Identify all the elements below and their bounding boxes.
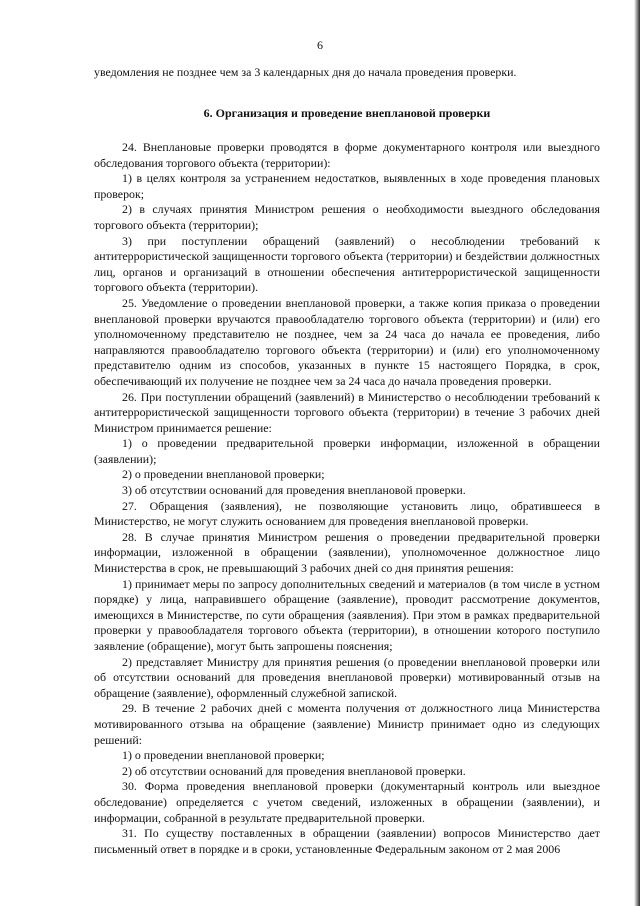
paragraph-24: 24. Внеплановые проверки проводятся в форме документарного контроля или выездного обследования торгового объекта (территории): xyxy=(94,140,600,170)
paragraph-24-item-2: 2) в случаях принятия Министром решения о необходимости выездного обследования торгового объекта (территории); xyxy=(94,202,600,232)
section-body xyxy=(94,140,600,857)
page-edge-shadow xyxy=(634,0,640,906)
paragraph-31: 31. По существу поставленных в обращении (заявлении) вопросов Министерство дает письменный ответ в порядке и в сроки, установленные Федеральным законом от 2 мая 2006 xyxy=(94,826,600,856)
paragraph-29-item-2: 2) об отсутствии оснований для проведения внеплановой проверки. xyxy=(122,763,466,778)
lead-text: уведомления не позднее чем за 3 календарных дня до начала проведения проверки. xyxy=(94,65,517,79)
page-number: 6 xyxy=(317,38,323,52)
paragraph-29-item-1: 1) о проведении внеплановой проверки; xyxy=(122,748,325,763)
paragraph-24-item-3: 3) при поступлении обращений (заявлений) о несоблюдении требований к антитеррористической защищенности торгового объекта (территории) и бездействии должностных лиц, органов и организаций в отношении обеспечения антитеррористической защищенности торгового объекта (территории). xyxy=(94,233,600,295)
paragraph-25: 25. Уведомление о проведении внеплановой проверки, а также копия приказа о проведении внеплановой проверки вручаются правообладателю торгового объекта (территории) и (или) его уполномоченному представителю не позднее, чем за 24 часа до начала ее проведения, либо направляются правообладателю торгового объекта (территории) и (или) его уполномоченному представителю одним из способов, указанных в пункте 15 настоящего Порядка, в срок, обеспечивающий их получение не позднее чем за 24 часа до начала проведения проверки. xyxy=(94,295,600,388)
section-title: 6. Организация и проведение внеплановой проверки xyxy=(203,106,491,120)
paragraph-30: 30. Форма проведения внеплановой проверки (документарный контроль или выездное обследование) определяется с учетом сведений, изложенных в обращении (заявлении), и информации, собранной в результате предварительной проверки. xyxy=(94,779,600,825)
paragraph-28-item-2: 2) представляет Министру для принятия решения (о проведении внеплановой проверки или об отсутствии оснований для проведения внеплановой проверки) мотивированный отзыв на обращение (заявление), оформленный служебной запиской. xyxy=(94,654,600,700)
paragraph-28: 28. В случае принятия Министром решения о проведении предварительной проверки информации, изложенной в обращении (заявлении), уполномоченное должностное лицо Министерства в срок, не превышающий 3 рабочих дней со дня принятия решения: xyxy=(94,529,600,576)
paragraph-26: 26. При поступлении обращений (заявлений) в Министерство о несоблюдении требований к антитеррористической защищенности торгового объекта (территории) в течение 3 рабочих дней Министром принимается решение: xyxy=(94,389,600,435)
paragraph-27: 27. Обращения (заявления), не позволяющие установить лицо, обратившееся в Министерство, не могут служить основанием для проведения внеплановой проверки. xyxy=(94,498,600,529)
paragraph-29: 29. В течение 2 рабочих дней с момента получения от должностного лица Министерства мотивированного отзыва на обращение (заявление) Министр принимает одно из следующих решений: xyxy=(94,701,600,747)
paragraph-28-item-1: 1) принимает меры по запросу дополнительных сведений и материалов (в том числе в устном порядке) у лица, направившего обращение (заявление), проводит рассмотрение документов, имеющихся в Министерстве, по сути обращения (заявления). При этом в рамках предварительной проверки у правообладателя торгового объекта (территории), в отношении которого поступило заявление (обращение), могут быть запрошены пояснения; xyxy=(94,576,600,653)
paragraph-26-item-1: 1) о проведении предварительной проверки информации, изложенной в обращении (заявлении); xyxy=(94,436,600,466)
paragraph-26-item-2: 2) о проведении внеплановой проверки; xyxy=(122,467,325,482)
paragraph-26-item-3: 3) об отсутствии оснований для проведения внеплановой проверки. xyxy=(122,483,466,498)
paragraph-24-item-1: 1) в целях контроля за устранением недостатков, выявленных в ходе проведения плановых проверок; xyxy=(94,171,600,201)
